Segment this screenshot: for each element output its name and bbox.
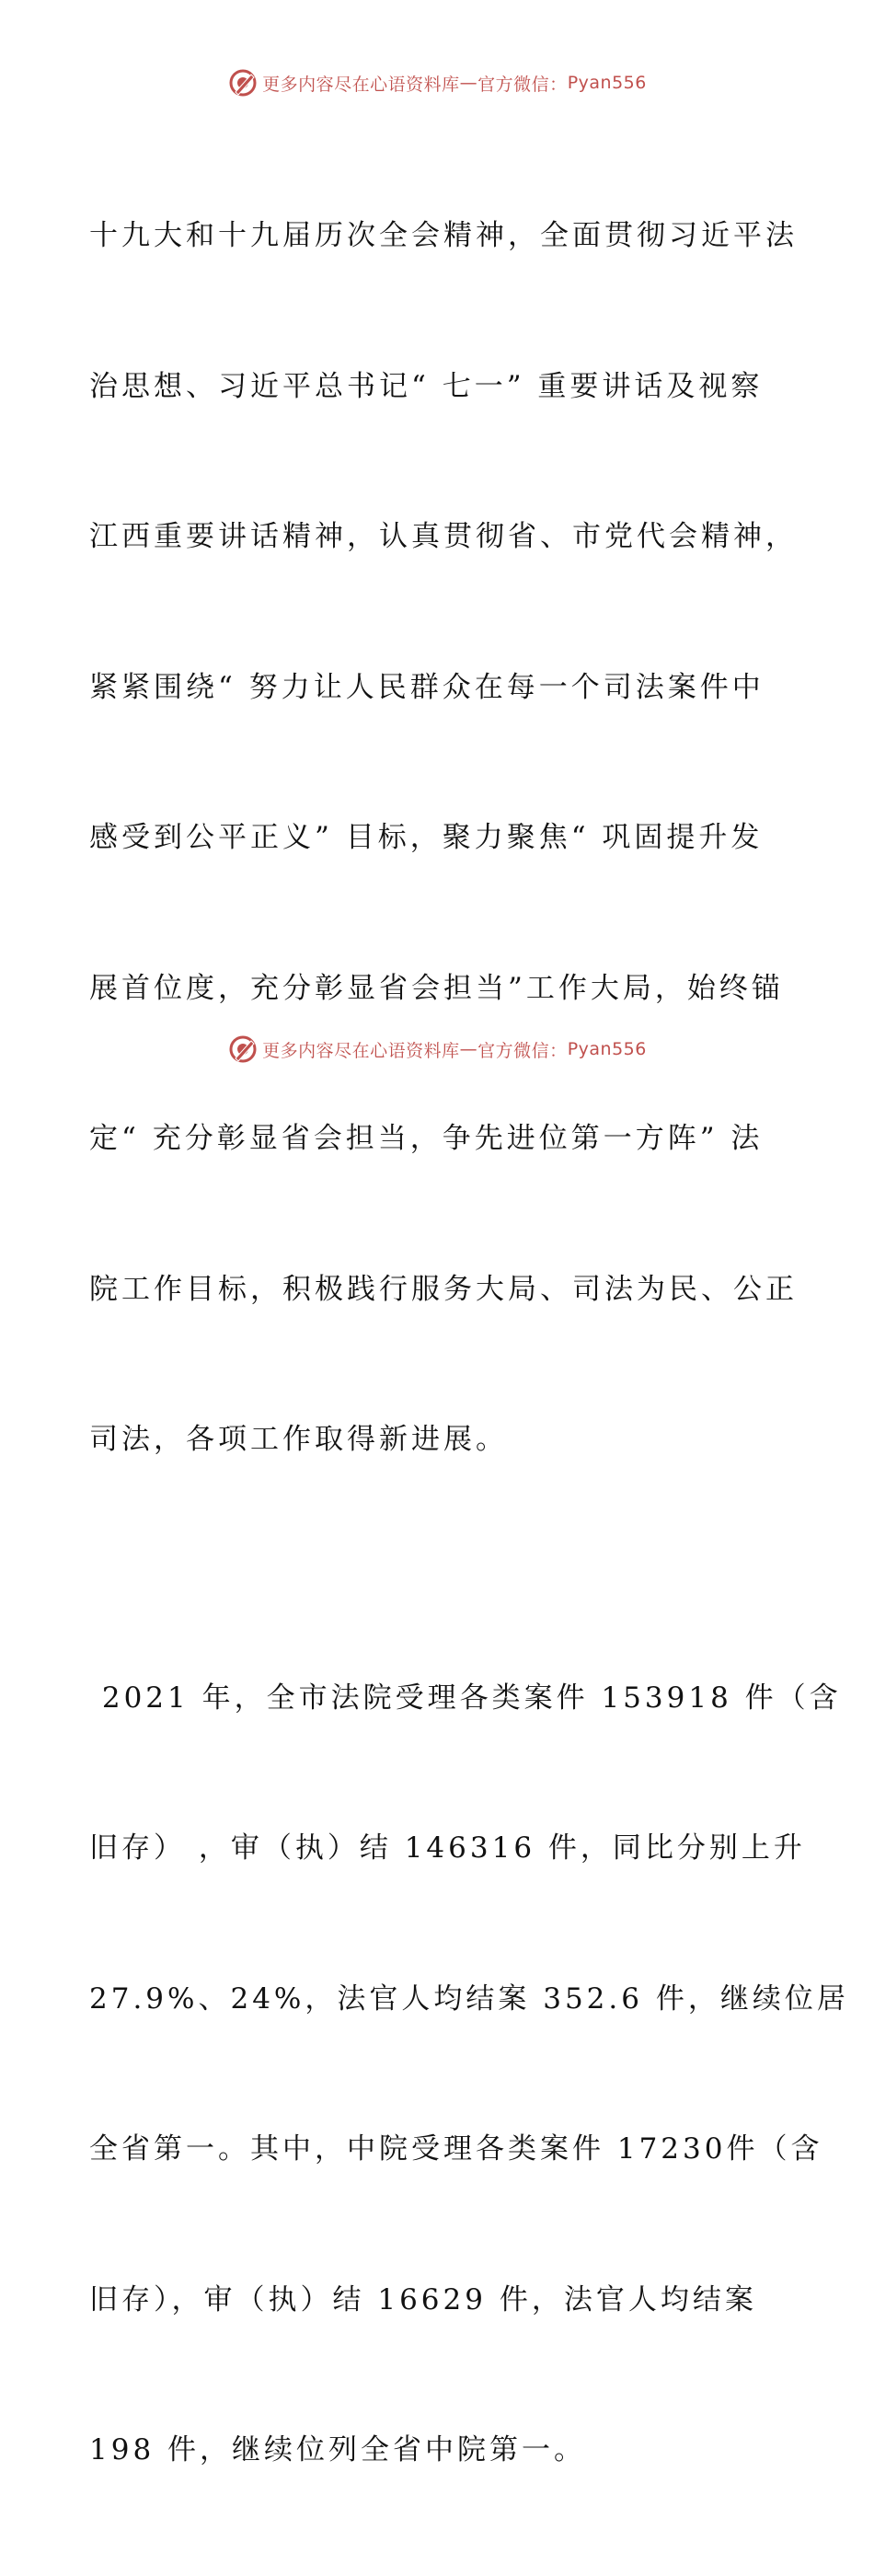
text-line: 旧存），审（执）结 16629 件，法官人均结案 (89, 2282, 757, 2316)
banner-wechat-label: 官方微信： (477, 1040, 568, 1061)
banner-separator: — (459, 73, 478, 93)
text-line: 十九大和十九届历次全会精神，全面贯彻习近平法 (89, 219, 798, 252)
text-line: 展首位度，充分彰显省会担当”工作大局，始终锚 (89, 971, 784, 1005)
text-line: 感受到公平正义” 目标，聚力聚焦“ 巩固提升发 (89, 821, 764, 854)
banner-separator: — (459, 1039, 478, 1059)
text-line: 定“ 充分彰显省会担当，争先进位第一方阵” 法 (89, 1122, 764, 1155)
document-body (89, 110, 849, 2576)
footer-banner (0, 1031, 874, 1068)
paragraph-2 (89, 1573, 849, 2576)
paragraph-1 (89, 110, 798, 1565)
text-line: 全省第一。其中，中院受理各类案件 17230件（含 (89, 2132, 823, 2166)
banner-wechat-label: 官方微信： (477, 74, 568, 95)
text-line: 2021 年，全市法院受理各类案件 153918 件（含 (89, 1681, 842, 1715)
text-line: 198 件，继续位列全省中院第一。 (89, 2433, 587, 2466)
banner-wechat-id: Pyan556 (567, 1039, 647, 1059)
text-line: 紧紧围绕“ 努力让人民群众在每一个司法案件中 (89, 670, 765, 704)
banner-title: 更多内容尽在心语资料库 (262, 74, 460, 95)
text-line: 27.9%、24%，法官人均结案 352.6 件，继续位居 (89, 1981, 849, 2016)
banner-title: 更多内容尽在心语资料库 (262, 1040, 460, 1061)
text-line: 江西重要讲话精神，认真贯彻省、市党代会精神， (89, 520, 798, 553)
pen-logo-icon (227, 1034, 259, 1065)
text-line: 司法，各项工作取得新进展。 (89, 1423, 508, 1456)
text-line: 旧存） ，审（执）结 146316 件，同比分别上升 (89, 1831, 806, 1865)
header-banner (0, 64, 874, 101)
text-line: 院工作目标，积极践行服务大局、司法为民、公正 (89, 1272, 798, 1306)
text-line: 治思想、习近平总书记“ 七一” 重要讲话及视察 (89, 369, 764, 403)
pen-logo-icon (227, 67, 259, 98)
banner-wechat-id: Pyan556 (567, 73, 647, 93)
